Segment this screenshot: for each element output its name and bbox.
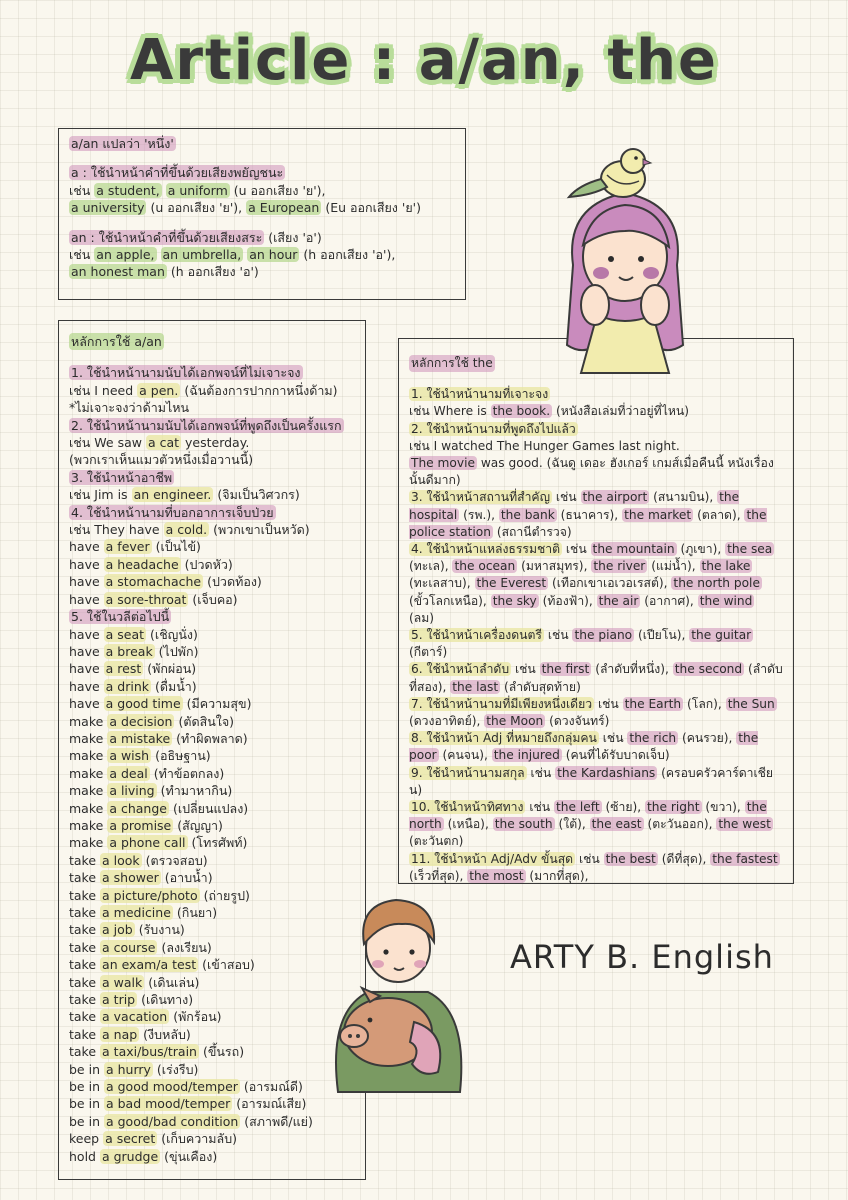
phrase-translation: (เปลี่ยนแปลง) [172,800,249,816]
phrase-translation: (ขึ้นรถ) [202,1044,245,1060]
phrase-verb: make [69,765,104,781]
c-r3-i5: the police station [409,507,767,539]
c-r4-i5: the lake [701,559,751,574]
c-r4-i2: the sea [727,542,773,557]
phrase-object: a fever [105,539,150,555]
c-r4-t4: (แม่น้ำ), [651,559,696,574]
phrase-row [69,626,355,643]
phrase-object: a grudge [101,1148,159,1164]
phrase-row [69,643,355,660]
c-r4-t9: (อากาศ), [644,593,694,608]
phrase-object: a good/bad condition [105,1113,239,1129]
phrase-object: a headache [105,556,179,572]
phrase-row [69,1095,355,1112]
a-ex2-note1: (u ออกเสียง 'ย'), [150,200,243,216]
phrase-verb: have [69,661,100,677]
phrase-object: a living [109,783,155,799]
c-r6-i2: the second [674,662,743,677]
c-r7-i1: the Earth [624,696,682,711]
b-r1-ex-post: (ฉันต้องการปากกาหนึ่งด้าม) [184,382,338,398]
c-r6-t1: (ลำดับที่หนึ่ง), [595,662,669,677]
b-r2-ex-hl: a cat [147,435,180,451]
phrase-row [69,904,355,921]
c-r2-ex2-post: was good. (ฉันดู เดอะ ฮังเกอร์ เกมส์เมื่อคืนนี้ หนังเรื่องนั้นดีมาก) [409,456,774,488]
phrase-row [69,538,355,555]
phrase-translation: (ปวดท้อง) [207,574,262,590]
phrase-translation: (มีความสุข) [186,696,252,712]
c-r5-i1: the piano [574,628,633,643]
phrase-verb: have [69,556,100,572]
phrase-translation: (งีบหลับ) [143,1026,191,1042]
phrase-row [69,765,355,782]
c-r8-t3: (คนที่ได้รับบาดเจ็บ) [565,748,670,763]
phrase-row [69,1148,355,1165]
phrase-object: a vacation [102,1009,168,1025]
an-ex1-2: an umbrella, [162,247,242,263]
phrase-translation: (รับงาน) [138,922,185,938]
phrase-verb: have [69,696,100,712]
phrase-translation: (เชิญนั่ง) [150,626,198,642]
phrase-row [69,713,355,730]
phrase-translation: (โทรศัพท์) [191,835,248,851]
phrase-row [69,1043,355,1060]
c-r5-t1: (เปียโน), [638,628,686,643]
c-r7-pre: เช่น [597,696,619,711]
c-r3-t1: (สนามบิน), [653,490,714,505]
an-ex1-prefix: เช่น [69,247,91,263]
c-r1-ex-pre: เช่น Where is [409,404,487,419]
a-rule-key: a : [71,165,87,181]
phrase-translation: (เดินเล่น) [148,974,200,990]
phrase-verb: make [69,800,104,816]
phrase-verb: take [69,887,97,903]
c-rule-3: 3. ใช้นำหน้าสถานที่สำคัญ [411,490,550,505]
phrase-translation: (อธิษฐาน) [155,748,211,764]
c-r3-i2: the hospital [409,490,740,522]
c-rule-7: 7. ใช้นำหน้านามที่มีเพียงหนึ่งเดียว [411,696,593,711]
phrase-object: a job [102,922,133,938]
c-r4-t2: (ทะเล), [409,559,449,574]
phrase-translation: (อารมณ์ดี) [243,1079,303,1095]
phrase-translation: (กินยา) [176,905,218,920]
box-a-heading: a/an แปลว่า 'หนึ่ง' [71,136,174,151]
c-r4-t7: (ขั้วโลกเหนือ), [409,593,487,608]
phrase-translation: (ทำมาหากิน) [160,783,233,799]
phrase-verb: take [69,1009,97,1025]
phrase-translation: (ลงเรียน) [161,939,212,955]
c-r4-i9: the air [598,593,639,608]
phrase-object: a look [102,852,140,868]
phrase-object: a walk [102,974,143,990]
c-r4-t1: (ภูเขา), [680,542,722,557]
c-r10-i1: the left [556,800,600,815]
b-r4-ex-hl: a cold. [165,522,208,538]
phrase-verb: hold [69,1148,96,1164]
b-r1-ex-pre: เช่น I need [69,382,134,398]
phrase-row [69,834,355,851]
phrase-object: a sore-throat [105,591,187,607]
phrase-row [69,782,355,799]
c-r8-i2: the poor [409,731,759,763]
phrase-verb: take [69,1026,97,1042]
phrase-verb: take [69,922,97,938]
an-ex2-note: (h ออกเสียง 'อ') [170,264,259,280]
phrase-row [69,956,355,973]
c-r11-i3: the most [469,868,524,883]
c-r4-i7: the north pole [673,576,760,591]
c-r1-ex-hl: the book. [492,404,551,419]
c-r10-t1: (ซ้าย), [605,800,642,815]
phrase-row [69,1026,355,1043]
b-r4-ex-pre: เช่น They have [69,522,160,538]
phrase-verb: be in [69,1113,100,1129]
phrase-row [69,817,355,834]
phrase-translation: (เดินทาง) [141,992,194,1008]
c-r2-ex2-hl: The movie [411,456,475,471]
phrase-object: a good mood/temper [105,1079,238,1095]
phrase-object: a secret [105,1131,156,1147]
c-r4-t8: (ท้องฟ้า), [542,593,593,608]
c-r10-i2: the right [647,800,700,815]
phrase-object: a promise [109,817,172,833]
c-r1-ex-post: (หนังสือเล่มที่ว่าอยู่ที่ไหน) [556,404,689,419]
phrase-object: a wish [109,748,150,764]
b-r3-ex-pre: เช่น Jim is [69,487,128,503]
phrase-verb: take [69,957,97,973]
c-r7-i3: the Moon [486,714,544,729]
b-r2-ex-post: yesterday. [185,435,250,451]
c-rule-10: 10. ใช้นำหน้าทิศทาง [411,800,524,815]
a-ex2-1: a university [71,200,145,216]
c-r10-pre: เช่น [529,800,551,815]
phrase-verb: make [69,817,104,833]
c-r6-i3: the last [452,679,499,694]
phrase-object: a stomachache [105,574,202,590]
phrase-verb: have [69,643,100,659]
c-rule-2: 2. ใช้นำหน้านามที่พูดถึงไปแล้ว [411,421,576,436]
c-r9-i1: the Kardashians [557,765,656,780]
c-r10-t5: (ตะวันออก), [647,817,713,832]
phrase-row [69,887,355,904]
c-r4-i4: the river [593,559,646,574]
c-r4-t3: (มหาสมุทร), [521,559,588,574]
phrase-row [69,852,355,869]
c-r4-i10: the wind [699,593,753,608]
phrase-object: a seat [105,626,145,642]
a-ex1-note: (u ออกเสียง 'ย'), [233,182,326,198]
phrase-row [69,660,355,677]
phrase-row [69,921,355,938]
an-ex2-1: an honest man [71,264,165,280]
c-r8-t2: (คนจน), [442,748,488,763]
c-r10-t4: (ใต้), [558,817,586,832]
c-r7-t3: (ดวงจันทร์) [549,714,610,729]
c-r9-pre: เช่น [530,765,552,780]
phrase-object: a drink [105,678,149,694]
a-ex1-1: a student, [96,182,160,198]
phrase-translation: (ไปพัก) [158,643,199,659]
an-rule-text: ใช้นำหน้าคำที่ขึ้นด้วยเสียงสระ [98,229,263,245]
phrase-translation: (ทำผิดพลาด) [176,730,248,746]
phrase-translation: (พักร้อน) [173,1009,222,1025]
phrase-translation: (อาบน้ำ) [164,870,213,886]
girl-with-bird-illustration [545,145,705,375]
c-r6-t3: (ลำดับสุดท้าย) [503,679,581,694]
phrase-verb: make [69,713,104,729]
phrase-translation: (สัญญา) [177,817,223,833]
c-r4-i1: the mountain [592,542,675,557]
phrase-row [69,991,355,1008]
phrase-row [69,556,355,573]
phrase-row [69,1113,355,1130]
phrase-object: a decision [109,713,173,729]
c-r3-t5: (สถานีตำรวจ) [496,524,572,539]
an-ex1-1: an apple, [96,247,155,263]
phrase-row [69,939,355,956]
c-r10-t3: (เหนือ), [447,817,489,832]
an-ex1-note: (h ออกเสียง 'อ'), [303,247,396,263]
phrase-object: a nap [102,1026,138,1042]
b-rule-2: 2. ใช้นำหน้านามนับได้เอกพจน์ที่พูดถึงเป็นครั้งแรก [71,417,342,433]
phrase-verb: take [69,992,97,1008]
c-rule-5: 5. ใช้นำหน้าเครื่องดนตรี [411,628,542,643]
phrase-object: a trip [102,992,136,1008]
phrase-object: a medicine [102,905,171,920]
phrase-row [69,1078,355,1095]
c-r5-pre: เช่น [547,628,569,643]
c-r11-t1: (ดีที่สุด), [661,851,707,866]
c-r10-i4: the south [494,817,553,832]
phrase-translation: (ขุ่นเคือง) [164,1148,218,1164]
an-rule-note: (เสียง 'อ') [268,229,322,245]
c-r4-t10: (ลม) [409,610,435,625]
phrase-translation: (พักผ่อน) [147,661,197,677]
c-r4-i8: the sky [492,593,537,608]
phrase-object: a taxi/bus/train [102,1044,197,1060]
box-b-heading: หลักการใช้ a/an [71,334,162,349]
c-r6-t2: (ลำดับที่สอง), [409,662,783,694]
phrase-verb: have [69,591,100,607]
the-rules-box [398,338,794,884]
phrase-verb: take [69,870,97,886]
phrase-verb: make [69,730,104,746]
phrase-verb: take [69,974,97,990]
phrase-translation: (ดื่มน้ำ) [154,678,197,694]
phrase-object: a break [105,643,153,659]
c-rule-9: 9. ใช้นำหน้านามสกุล [411,765,525,780]
c-r3-t4: (ตลาด), [697,507,741,522]
c-r7-i2: the Sun [727,696,775,711]
phrase-verb: take [69,852,97,868]
b-rule-4: 4. ใช้นำหน้านามที่บอกอาการเจ็บป่วย [71,504,274,520]
c-r3-t3: (ธนาคาร), [560,507,619,522]
c-r3-i3: the bank [500,507,555,522]
b-r3-ex-hl: an engineer. [133,487,212,503]
a-rule-text: ใช้นำหน้าคำที่ขึ้นด้วยเสียงพยัญชนะ [90,165,284,181]
b-r4-ex-post: (พวกเขาเป็นหวัด) [213,522,310,538]
phrase-translation: (เร่งรีบ) [156,1061,199,1077]
phrase-translation: (ตรวจสอบ) [145,852,208,868]
phrase-row [69,695,355,712]
phrase-verb: take [69,1044,97,1060]
phrase-row [69,1061,355,1078]
phrase-translation: (อารมณ์เสีย) [236,1096,307,1112]
phrase-object: a rest [105,661,142,677]
c-rule-6: 6. ใช้นำหน้าลำดับ [411,662,510,677]
c-r11-t3: (มากที่สุด), [529,868,589,883]
phrase-verb: take [69,939,97,955]
c-r4-i3: the ocean [454,559,516,574]
b-rule-1: 1. ใช้นำหน้านามนับได้เอกพจน์ที่ไม่เจาะจง [71,365,301,381]
phrase-verb: make [69,835,104,851]
c-r11-pre: เช่น [578,851,600,866]
c-r8-i1: the rich [629,731,677,746]
phrase-translation: (เจ็บคอ) [192,591,238,607]
c-rule-8: 8. ใช้นำหน้า Adj ที่หมายถึงกลุ่มคน [411,731,597,746]
phrase-verb: be in [69,1096,100,1112]
c-r2-ex: เช่น I watched The Hunger Games last night. [409,438,680,453]
phrase-verb: make [69,748,104,764]
c-rule-11: 11. ใช้นำหน้า Adj/Adv ขั้นสุด [411,851,574,866]
b-r2-tr: (พวกเราเห็นแมวตัวหนึ่งเมื่อวานนี้) [69,452,254,468]
phrase-object: a deal [109,765,148,781]
phrase-row [69,730,355,747]
phrase-object: an exam/a test [102,957,197,973]
phrase-row [69,974,355,991]
c-r10-t2: (ขวา), [705,800,741,815]
c-r8-i3: the injured [493,748,560,763]
b-r1-ex-hl: a pen. [139,382,179,398]
a-ex1-prefix: เช่น [69,182,91,198]
phrase-object: a shower [102,870,159,886]
phrase-row [69,573,355,590]
b-rule-5: 5. ใช้ในวลีต่อไปนี้ [71,609,170,625]
c-r10-i6: the west [718,817,771,832]
c-r5-t2: (กีตาร์) [409,645,448,660]
c-r7-t1: (โลก), [687,696,722,711]
phrase-translation: (ทำข้อตกลง) [153,765,225,781]
phrase-row [69,678,355,695]
phrase-translation: (เป็นไข้) [155,539,201,555]
c-r4-i6: the Everest [476,576,547,591]
c-r11-i2: the fastest [712,851,778,866]
an-rule [69,230,264,245]
phrase-translation: (ปวดหัว) [184,556,233,572]
phrase-translation: (เข้าสอบ) [202,957,255,973]
phrase-object: a hurry [105,1061,151,1077]
a-ex2-2: a European [248,200,320,216]
c-r5-i2: the guitar [691,628,752,643]
phrase-object: a course [102,939,156,955]
phrase-row [69,1130,355,1147]
c-r6-i1: the first [541,662,590,677]
phrase-verb: take [69,905,97,920]
an-rule-key: an : [71,229,95,245]
box-c-heading: หลักการใช้ the [409,355,495,372]
page-title: Article : a/an, the [130,28,718,93]
phrase-row [69,591,355,608]
c-r10-i3: the north [409,800,767,832]
phrase-object: a good time [105,696,181,712]
c-r11-t2: (เร็วที่สุด), [409,868,464,883]
phrase-translation: (ตัดสินใจ) [178,713,235,729]
c-r8-pre: เช่น [602,731,624,746]
phrase-object: a change [109,800,167,816]
c-r7-t2: (ดวงอาทิตย์), [409,714,481,729]
c-rule-4: 4. ใช้นำหน้าแหล่งธรรมชาติ [411,542,561,557]
a-an-meaning-box [58,128,466,300]
a-ex1-2: a uniform [167,182,228,198]
c-rule-1: 1. ใช้นำหน้านามที่เจาะจง [411,387,549,402]
b-r3-ex-post: (จิมเป็นวิศวกร) [217,487,300,503]
phrase-verb: have [69,626,100,642]
phrase-row [69,800,355,817]
c-r4-t6: (เทือกเขาเอเวอเรสต์), [552,576,668,591]
phrase-translation: (ถ่ายรูป) [203,887,250,903]
c-r3-t2: (รพ.), [463,507,496,522]
phrase-verb: have [69,574,100,590]
phrase-row [69,1008,355,1025]
phrase-translation: (เก็บความลับ) [161,1131,238,1147]
phrase-verb: be in [69,1061,100,1077]
phrase-verb: keep [69,1131,100,1147]
c-r6-pre: เช่น [514,662,536,677]
c-r3-i4: the market [624,507,692,522]
phrase-verb: have [69,678,100,694]
c-r10-i5: the east [591,817,642,832]
c-r10-t6: (ตะวันตก) [409,834,464,849]
boy-holding-pig-illustration [318,882,478,1102]
phrase-translation: (สภาพดี/แย่) [244,1113,313,1129]
b-rule-3: 3. ใช้นำหน้าอาชีพ [71,469,173,485]
brand-name: ARTY B. English [510,938,774,976]
phrase-row [69,747,355,764]
phrase-verb: be in [69,1079,100,1095]
phrase-object: a mistake [109,730,171,746]
c-r4-t5: (ทะเลสาบ), [409,576,471,591]
phrase-verb: have [69,539,100,555]
a-ex2-note2: (Eu ออกเสียง 'ย') [325,200,421,216]
phrase-verb: make [69,783,104,799]
phrase-object: a picture/photo [102,887,198,903]
b-r1-note: *ไม่เจาะจงว่าด้ามไหน [69,400,190,416]
c-r8-t1: (คนรวย), [682,731,733,746]
c-r3-pre: เช่น [555,490,577,505]
c-r3-i1: the airport [582,490,648,505]
phrase-object: a phone call [109,835,186,851]
phrase-object: a bad mood/temper [105,1096,231,1112]
an-ex1-3: an hour [249,247,298,263]
c-r9-t1: (ครอบครัวคาร์ดาเชียน) [409,765,774,797]
phrase-row [69,869,355,886]
c-r4-pre: เช่น [565,542,587,557]
c-r11-i1: the best [605,851,656,866]
b-r2-ex-pre: เช่น We saw [69,435,142,451]
a-rule [69,165,285,180]
